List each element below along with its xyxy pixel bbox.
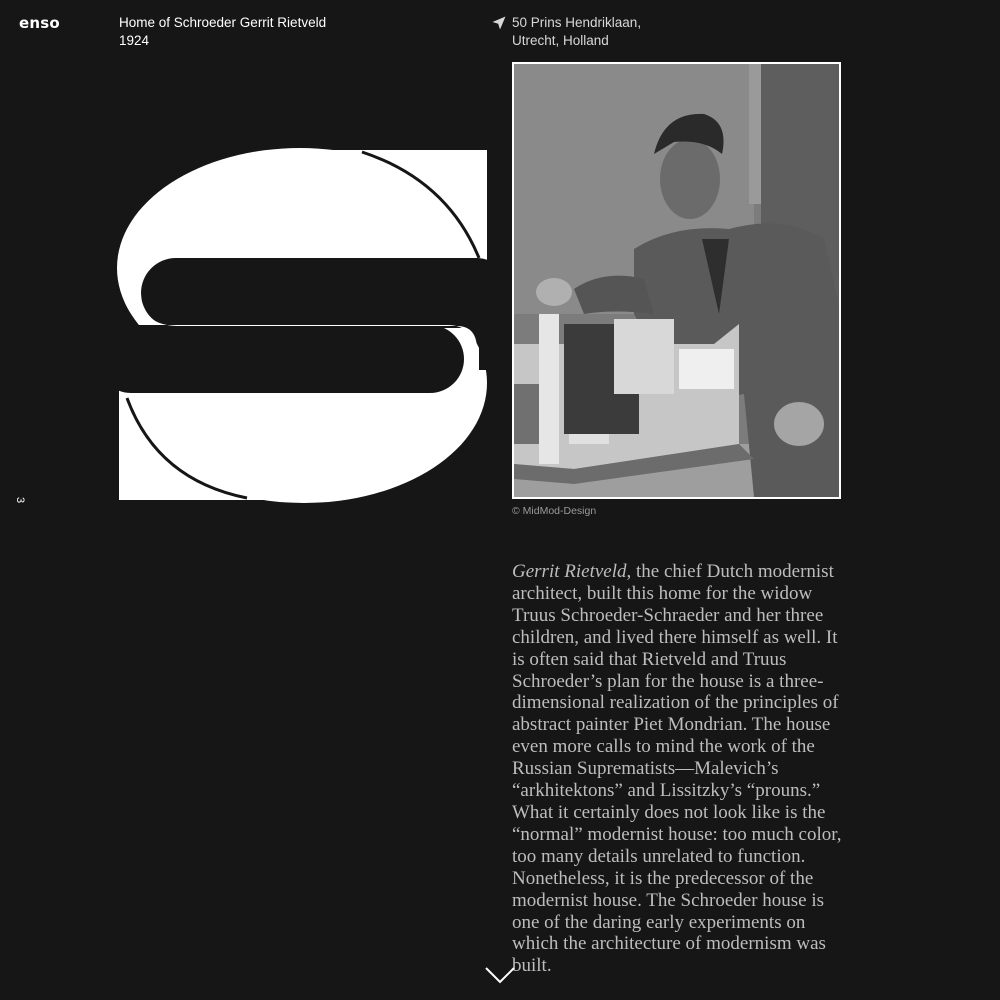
address xyxy=(492,14,641,50)
rietveld-photo xyxy=(512,62,841,499)
letter-counter-lower xyxy=(117,325,464,393)
page-number: 3 xyxy=(14,496,27,504)
enso-logo[interactable]: enso xyxy=(19,14,60,32)
chevron-down-icon[interactable] xyxy=(484,964,516,986)
article-lead-name: Gerrit Rietveld xyxy=(512,561,627,582)
article-body xyxy=(512,561,847,977)
address-street: 50 Prins Hendriklaan, xyxy=(512,15,642,30)
big-letter-s-graphic xyxy=(117,140,491,510)
title-year: 1924 xyxy=(119,33,150,48)
photo-credit: © MidMod-Design xyxy=(512,505,597,517)
address-city: Utrecht, Holland xyxy=(512,33,609,48)
article-paragraph: , the chief Dutch modernist architect, built this home for the widow Truus Schroeder-Schraeder and her three children, and lived there himself as well. It is often said that Rietveld and Truus Schroeder’s plan for the house is a three-dimensional realization of the principles of abstract painter Piet Mondrian. The house even more calls to mind the work of the Russian Suprematists—Malevich’s “arkhitektons” and Lissitzky’s “prouns.” What it certainly does not look like is the “normal” modernist house: too much color, too many details unrelated to function. Nonetheless, it is the predecessor of the modernist house. The Schroeder house is one of the daring early experiments on which the architecture of modernism was built. xyxy=(512,561,842,977)
title-name: Home of Schroeder Gerrit Rietveld xyxy=(119,15,327,30)
letter-counter-upper xyxy=(141,258,491,328)
page-title xyxy=(119,14,326,50)
location-arrow-icon xyxy=(492,16,506,30)
